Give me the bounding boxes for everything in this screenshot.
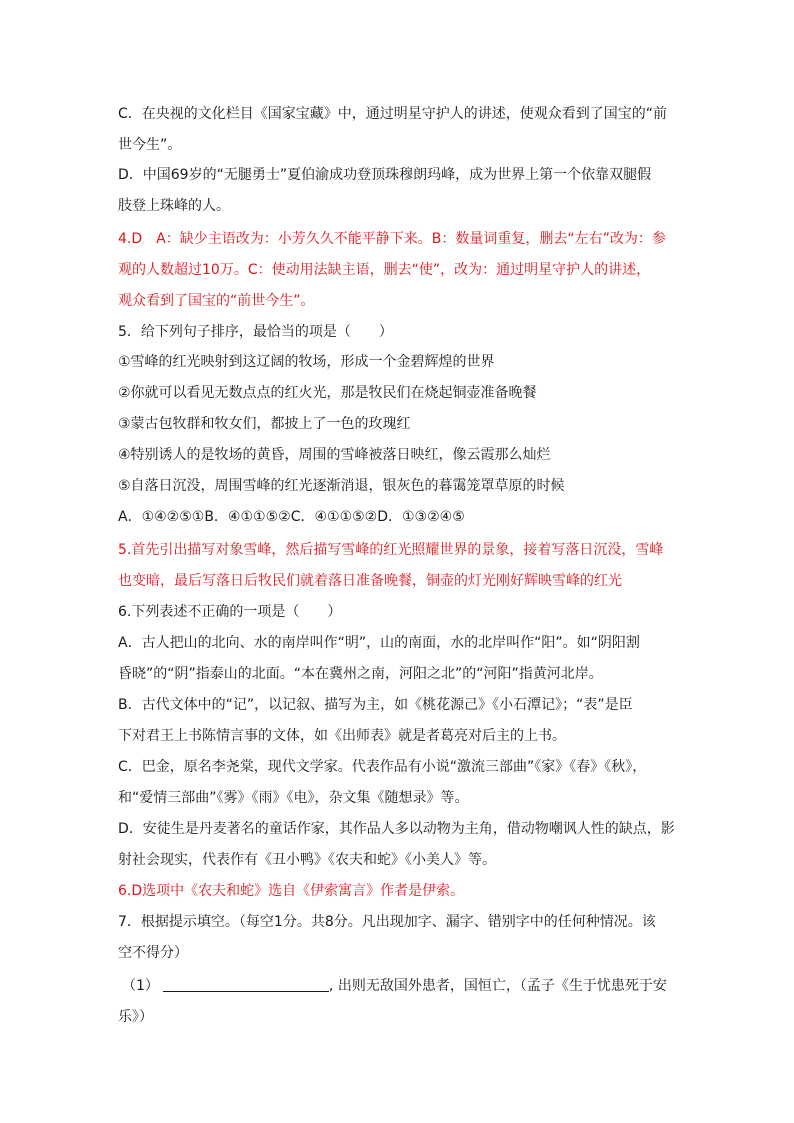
item-number: （1） [122,978,159,994]
option-6c-line-1: C．巴金，原名李尧棠，现代文学家。代表作品有小说“激流三部曲”《家》《春》《秋》， [118,759,647,775]
answer-5-line-2: 也变暗，最后写落日后牧民们就着落日准备晚餐，铜壶的灯光刚好辉映雪峰的红光 [118,573,622,589]
question-5-stem: 5．给下列句子排序，最恰当的项是（ ） [118,324,393,340]
option-c-line-1: C．在央视的文化栏目《国家宝藏》中，通过明星守护人的讲述，使观众看到了国宝的“前 [118,106,668,122]
answer-4-line-2: 观的人数超过10万。C：使动用法缺主语，删去“使”，改为：通过明星守护人的讲述， [118,262,651,278]
sentence-2: ②你就可以看见无数点点的红火光，那是牧民们在烧起铜壶准备晚餐 [118,385,537,401]
option-6a-line-1: A．古人把山的北向、水的南岸叫作“明”，山的南面，水的北岸叫作“阳”。如“阴阳割 [118,635,640,651]
option-6d-line-2: 射社会现实，代表作有《丑小鸭》《农夫和蛇》《小美人》等。 [118,852,496,868]
option-6b-line-2: 下对君王上书陈情言事的文体，如《出师表》就是者葛亮对后主的上书。 [118,728,566,744]
option-d-line-2: 肢登上珠峰的人。 [118,198,230,214]
option-c-line-2: 世今生”。 [118,137,182,153]
answer-4-line-1: 4.D A：缺少主语改为：小芳久久不能平静下来。B：数量词重复，删去“左右”改为：参 [118,231,666,247]
question-5-options: A．①④②⑤①B．④①①⑤②C．④①①⑤②D．①③②④⑤ [118,509,465,525]
sentence-1: ①雪峰的红光映射到这辽阔的牧场，形成一个金碧辉煌的世界 [118,354,495,370]
question-6-stem: 6.下列表述不正确的一项是（ ） [118,604,342,620]
option-6a-line-2: 昏晓”的“阴”指泰山的北面。“本在冀州之南，河阳之北”的“河阳”指黄河北岸。 [118,666,603,682]
sentence-4: ④特别诱人的是牧场的黄昏，周围的雪峰被落日映红，像云霞那么灿烂 [118,447,551,463]
question-7-stem-line-2: 空不得分） [118,945,188,961]
fill-blank-item-1 [122,977,692,995]
sentence-5: ⑤自落日沉没，周围雪峰的红光逐渐消退，银灰色的暮霭笼罩草原的时候 [118,478,565,494]
option-6b-line-1: B．古代文体中的“记”，以记叙、描写为主，如《桃花源己》《小石潭记》；“表”是臣 [118,697,633,713]
fill-blank-item-1-cont: 乐》） [118,1009,153,1025]
option-d-line-1: D．中国69岁的“无腿勇士”夏伯渝成功登顶珠穆朗玛峰，成为世界上第一个依靠双腿假 [118,167,652,183]
item-text: , 出则无敌国外患者，国恒亡，（孟子《生于忧患死于安 [328,978,667,994]
answer-5-line-1: 5.首先引出描写对象雪峰，然后描写雪峰的红光照耀世界的景象，接着写落日沉没，雪峰 [118,542,664,558]
option-6d-line-1: D．安徒生是丹麦著名的童话作家，其作品人多以动物为主角，借动物嘲讽人性的缺点，影 [118,821,675,837]
option-6c-line-2: 和“爱情三部曲”《雾》《雨》《电》，杂文集《随想录》等。 [118,790,469,806]
sentence-3: ③蒙古包牧群和牧女们，都披上了一色的玫瑰红 [118,416,411,432]
answer-6: 6.D选项中《农夫和蛇》选自《伊索寓言》作者是伊索。 [118,883,465,899]
question-7-stem-line-1: 7．根据提示填空。（每空1分。共8分。凡出现加字、漏字、错别字中的任何种情况。该 [118,914,656,930]
answer-blank[interactable] [163,977,329,992]
answer-4-line-3: 观众看到了国宝的“前世今生”。 [118,293,315,309]
